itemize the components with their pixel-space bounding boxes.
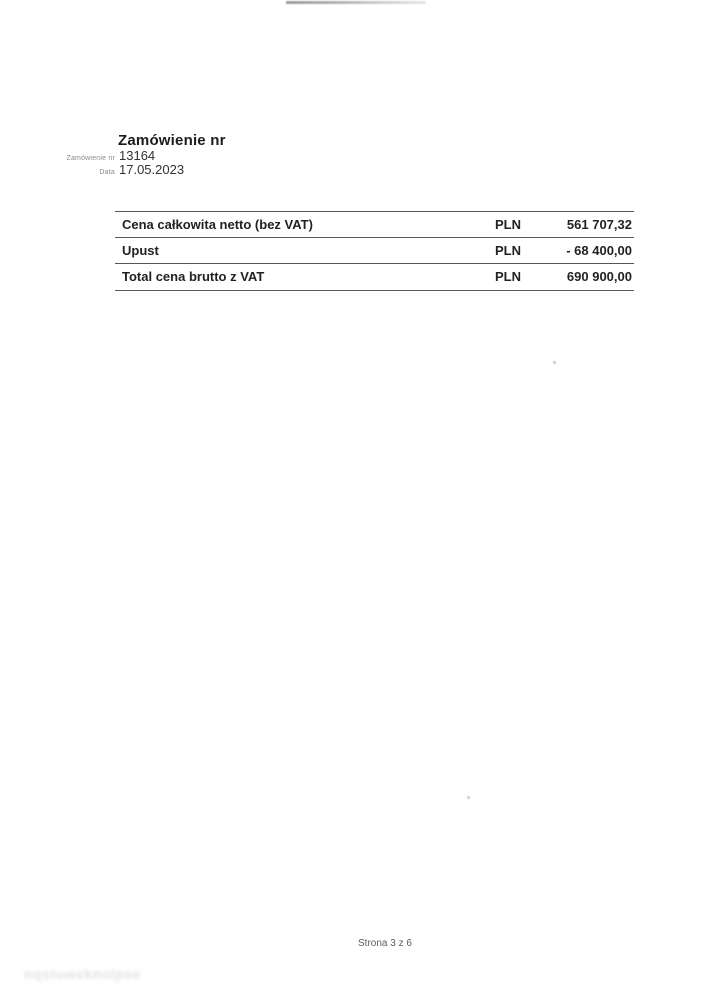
row-value: 561 707,32 [566, 217, 632, 233]
order-number-value: 13164 [119, 148, 156, 163]
row-label: Total cena brutto z VAT [122, 269, 265, 285]
table-row-discount [115, 237, 634, 263]
row-currency: PLN [495, 217, 521, 233]
row-currency: PLN [495, 269, 521, 285]
row-label: Cena całkowita netto (bez VAT) [122, 217, 313, 233]
page-number: Strona 3 z 6 [358, 938, 412, 949]
order-number-row [0, 149, 400, 163]
order-date-row [0, 163, 400, 177]
row-label: Upust [122, 243, 159, 259]
row-value: - 68 400,00 [566, 243, 632, 259]
scan-speck-artifact [553, 361, 556, 364]
price-summary-table [115, 211, 634, 291]
order-number-label: Zamówienie nr [66, 155, 115, 162]
row-currency: PLN [495, 243, 521, 259]
table-row-gross-total [115, 263, 634, 290]
order-date-label: Data [99, 169, 115, 176]
order-date-value: 17.05.2023 [119, 162, 185, 177]
table-row-net-total [115, 211, 634, 237]
scan-speck-artifact [467, 796, 470, 799]
order-meta [0, 149, 400, 177]
watermark-illegible: nqstuweknolpse [24, 966, 141, 982]
row-value: 690 900,00 [566, 269, 632, 285]
scan-smudge-artifact [286, 1, 426, 4]
document-title: Zamówienie nr [118, 132, 226, 149]
